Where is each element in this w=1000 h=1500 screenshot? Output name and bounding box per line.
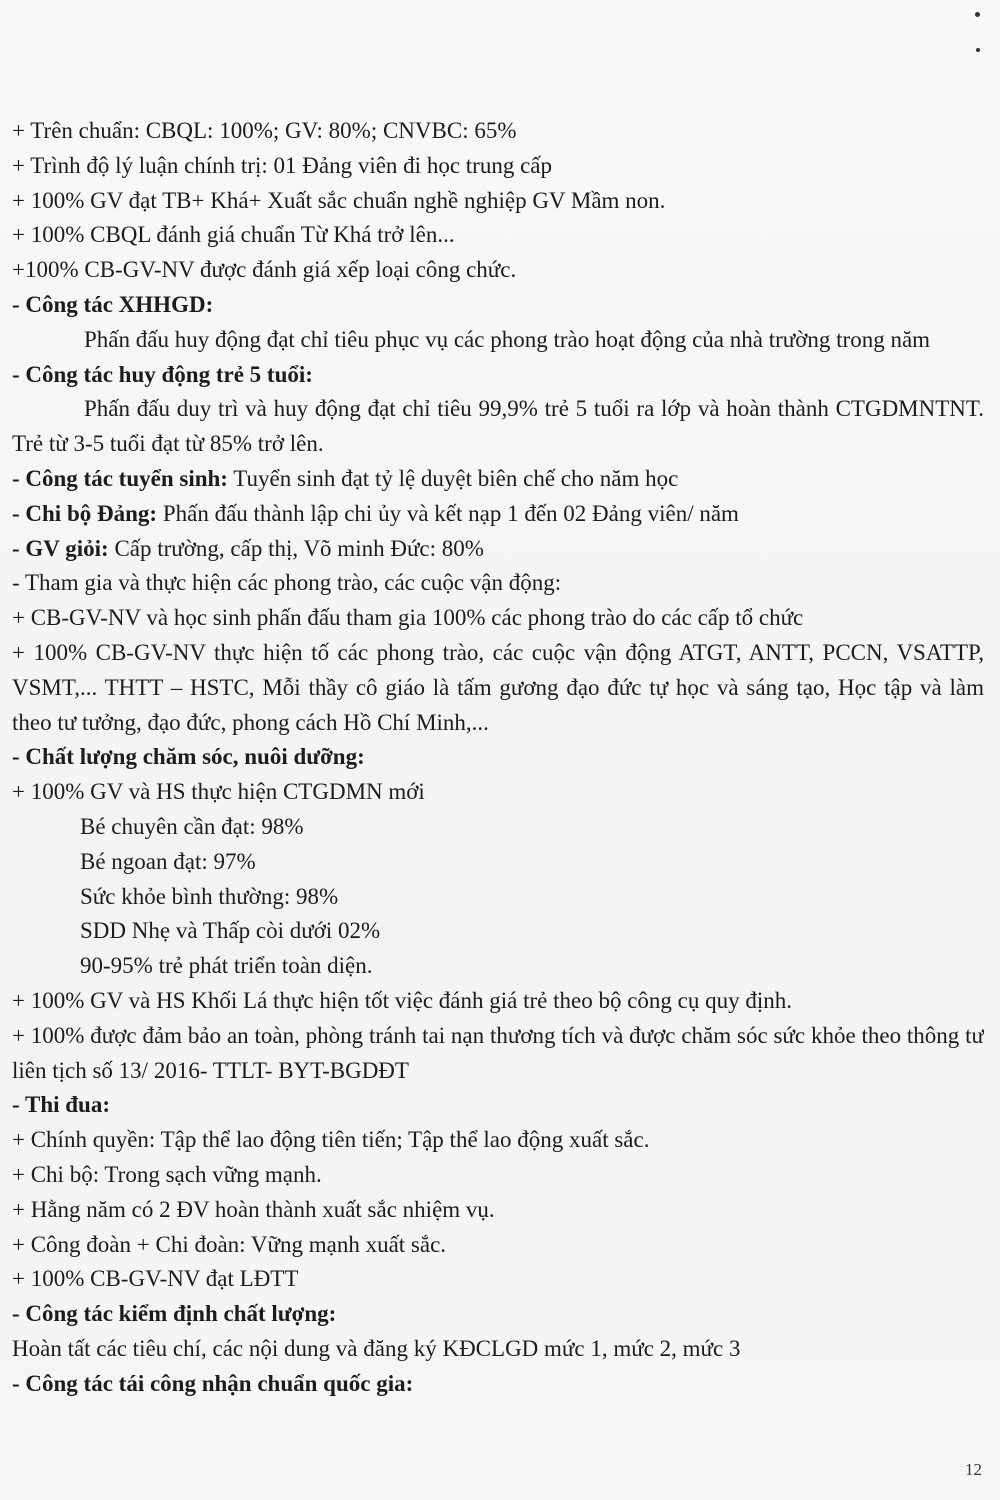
inline-text: Cấp trường, cấp thị, Võ minh Đức: 80% bbox=[108, 535, 484, 561]
paragraph: + 100% được đảm bảo an toàn, phòng tránh tai nạn thương tích và được chăm sóc sức khỏe theo thông tư liên tịch số 13/ 2016- TTLT- BYT-BGDĐT bbox=[12, 1022, 984, 1083]
text-line: + 100% GV đạt TB+ Khá+ Xuất sắc chuẩn nghề nghiệp GV Mầm non. bbox=[12, 187, 666, 213]
text-line: + Chính quyền: Tập thể lao động tiên tiến; Tập thể lao động xuất sắc. bbox=[12, 1127, 650, 1153]
text-line: + 100% GV và HS thực hiện CTGDMN mới bbox=[12, 779, 425, 805]
text-line: - Tham gia và thực hiện các phong trào, các cuộc vận động: bbox=[12, 570, 562, 596]
page-number: 12 bbox=[965, 1460, 982, 1479]
text-line: + Trình độ lý luận chính trị: 01 Đảng viên đi học trung cấp bbox=[12, 152, 552, 178]
text-line: + 100% CBQL đánh giá chuẩn Từ Khá trở lên... bbox=[12, 222, 455, 248]
inline-heading: - Chi bộ Đảng: bbox=[12, 500, 158, 526]
text-line: Hoàn tất các tiêu chí, các nội dung và đăng ký KĐCLGD mức 1, mức 2, mức 3 bbox=[12, 1335, 741, 1361]
text-line: + 100% CB-GV-NV đạt LĐTT bbox=[12, 1266, 299, 1292]
inline-heading: - Công tác tuyển sinh: bbox=[12, 465, 228, 491]
text-line bbox=[12, 462, 984, 497]
paragraph: Phấn đấu huy động đạt chỉ tiêu phục vụ các phong trào hoạt động của nhà trường trong năm bbox=[84, 326, 931, 352]
section-heading: - Công tác huy động trẻ 5 tuổi: bbox=[12, 361, 313, 387]
list-item: 90-95% trẻ phát triển toàn diện. bbox=[80, 953, 373, 979]
inline-heading: - GV giỏi: bbox=[12, 535, 109, 561]
document-body bbox=[12, 114, 984, 1401]
section-heading: - Công tác XHHGD: bbox=[12, 291, 214, 317]
text-line: + Trên chuẩn: CBQL: 100%; GV: 80%; CNVBC: 65% bbox=[12, 118, 517, 143]
inline-text: Tuyển sinh đạt tỷ lệ duyệt biên chế cho năm học bbox=[227, 465, 679, 491]
list-item: Bé chuyên cần đạt: 98% bbox=[80, 813, 304, 839]
list-item: Sức khỏe bình thường: 98% bbox=[80, 883, 339, 909]
section-heading: - Thi đua: bbox=[12, 1092, 111, 1118]
text-line bbox=[12, 497, 984, 532]
paragraph: + 100% CB-GV-NV thực hiện tố các phong trào, các cuộc vận động ATGT, ANTT, PCCN, VSATTP, VSMT,... THTT – HSTC, Mỗi thầy cô giáo là tấm gương đạo đức tự học và sáng tạo, Học tập và làm theo tư tưởng, đạo đức, phong cách Hồ Chí Minh,... bbox=[12, 639, 984, 735]
text-line bbox=[12, 532, 984, 567]
section-heading: - Chất lượng chăm sóc, nuôi dưỡng: bbox=[12, 744, 365, 770]
paragraph: Phấn đấu duy trì và huy động đạt chỉ tiêu 99,9% trẻ 5 tuổi ra lớp và hoàn thành CTGDMNTNT. Trẻ từ 3-5 tuổi đạt từ 85% trở lên. bbox=[12, 396, 984, 457]
inline-text: Phấn đấu thành lập chi ủy và kết nạp 1 đến 02 Đảng viên/ năm bbox=[157, 500, 739, 526]
speck-mark bbox=[975, 12, 980, 17]
list-item: Bé ngoan đạt: 97% bbox=[80, 848, 256, 874]
section-heading: - Công tác tái công nhận chuẩn quốc gia: bbox=[12, 1370, 414, 1396]
text-line: + Công đoàn + Chi đoàn: Vững mạnh xuất sắc. bbox=[12, 1231, 447, 1257]
section-heading: - Công tác kiểm định chất lượng: bbox=[12, 1301, 337, 1327]
list-item: SDD Nhẹ và Thấp còi dưới 02% bbox=[80, 918, 381, 944]
text-line: + CB-GV-NV và học sinh phấn đấu tham gia 100% các phong trào do các cấp tổ chức bbox=[12, 605, 804, 631]
text-line: + Hằng năm có 2 ĐV hoàn thành xuất sắc nhiệm vụ. bbox=[12, 1196, 495, 1222]
text-line: + 100% GV và HS Khối Lá thực hiện tốt việc đánh giá trẻ theo bộ công cụ quy định. bbox=[12, 987, 793, 1013]
speck-mark bbox=[976, 48, 980, 52]
text-line: + Chi bộ: Trong sạch vững mạnh. bbox=[12, 1161, 322, 1187]
text-line: +100% CB-GV-NV được đánh giá xếp loại công chức. bbox=[12, 257, 517, 283]
